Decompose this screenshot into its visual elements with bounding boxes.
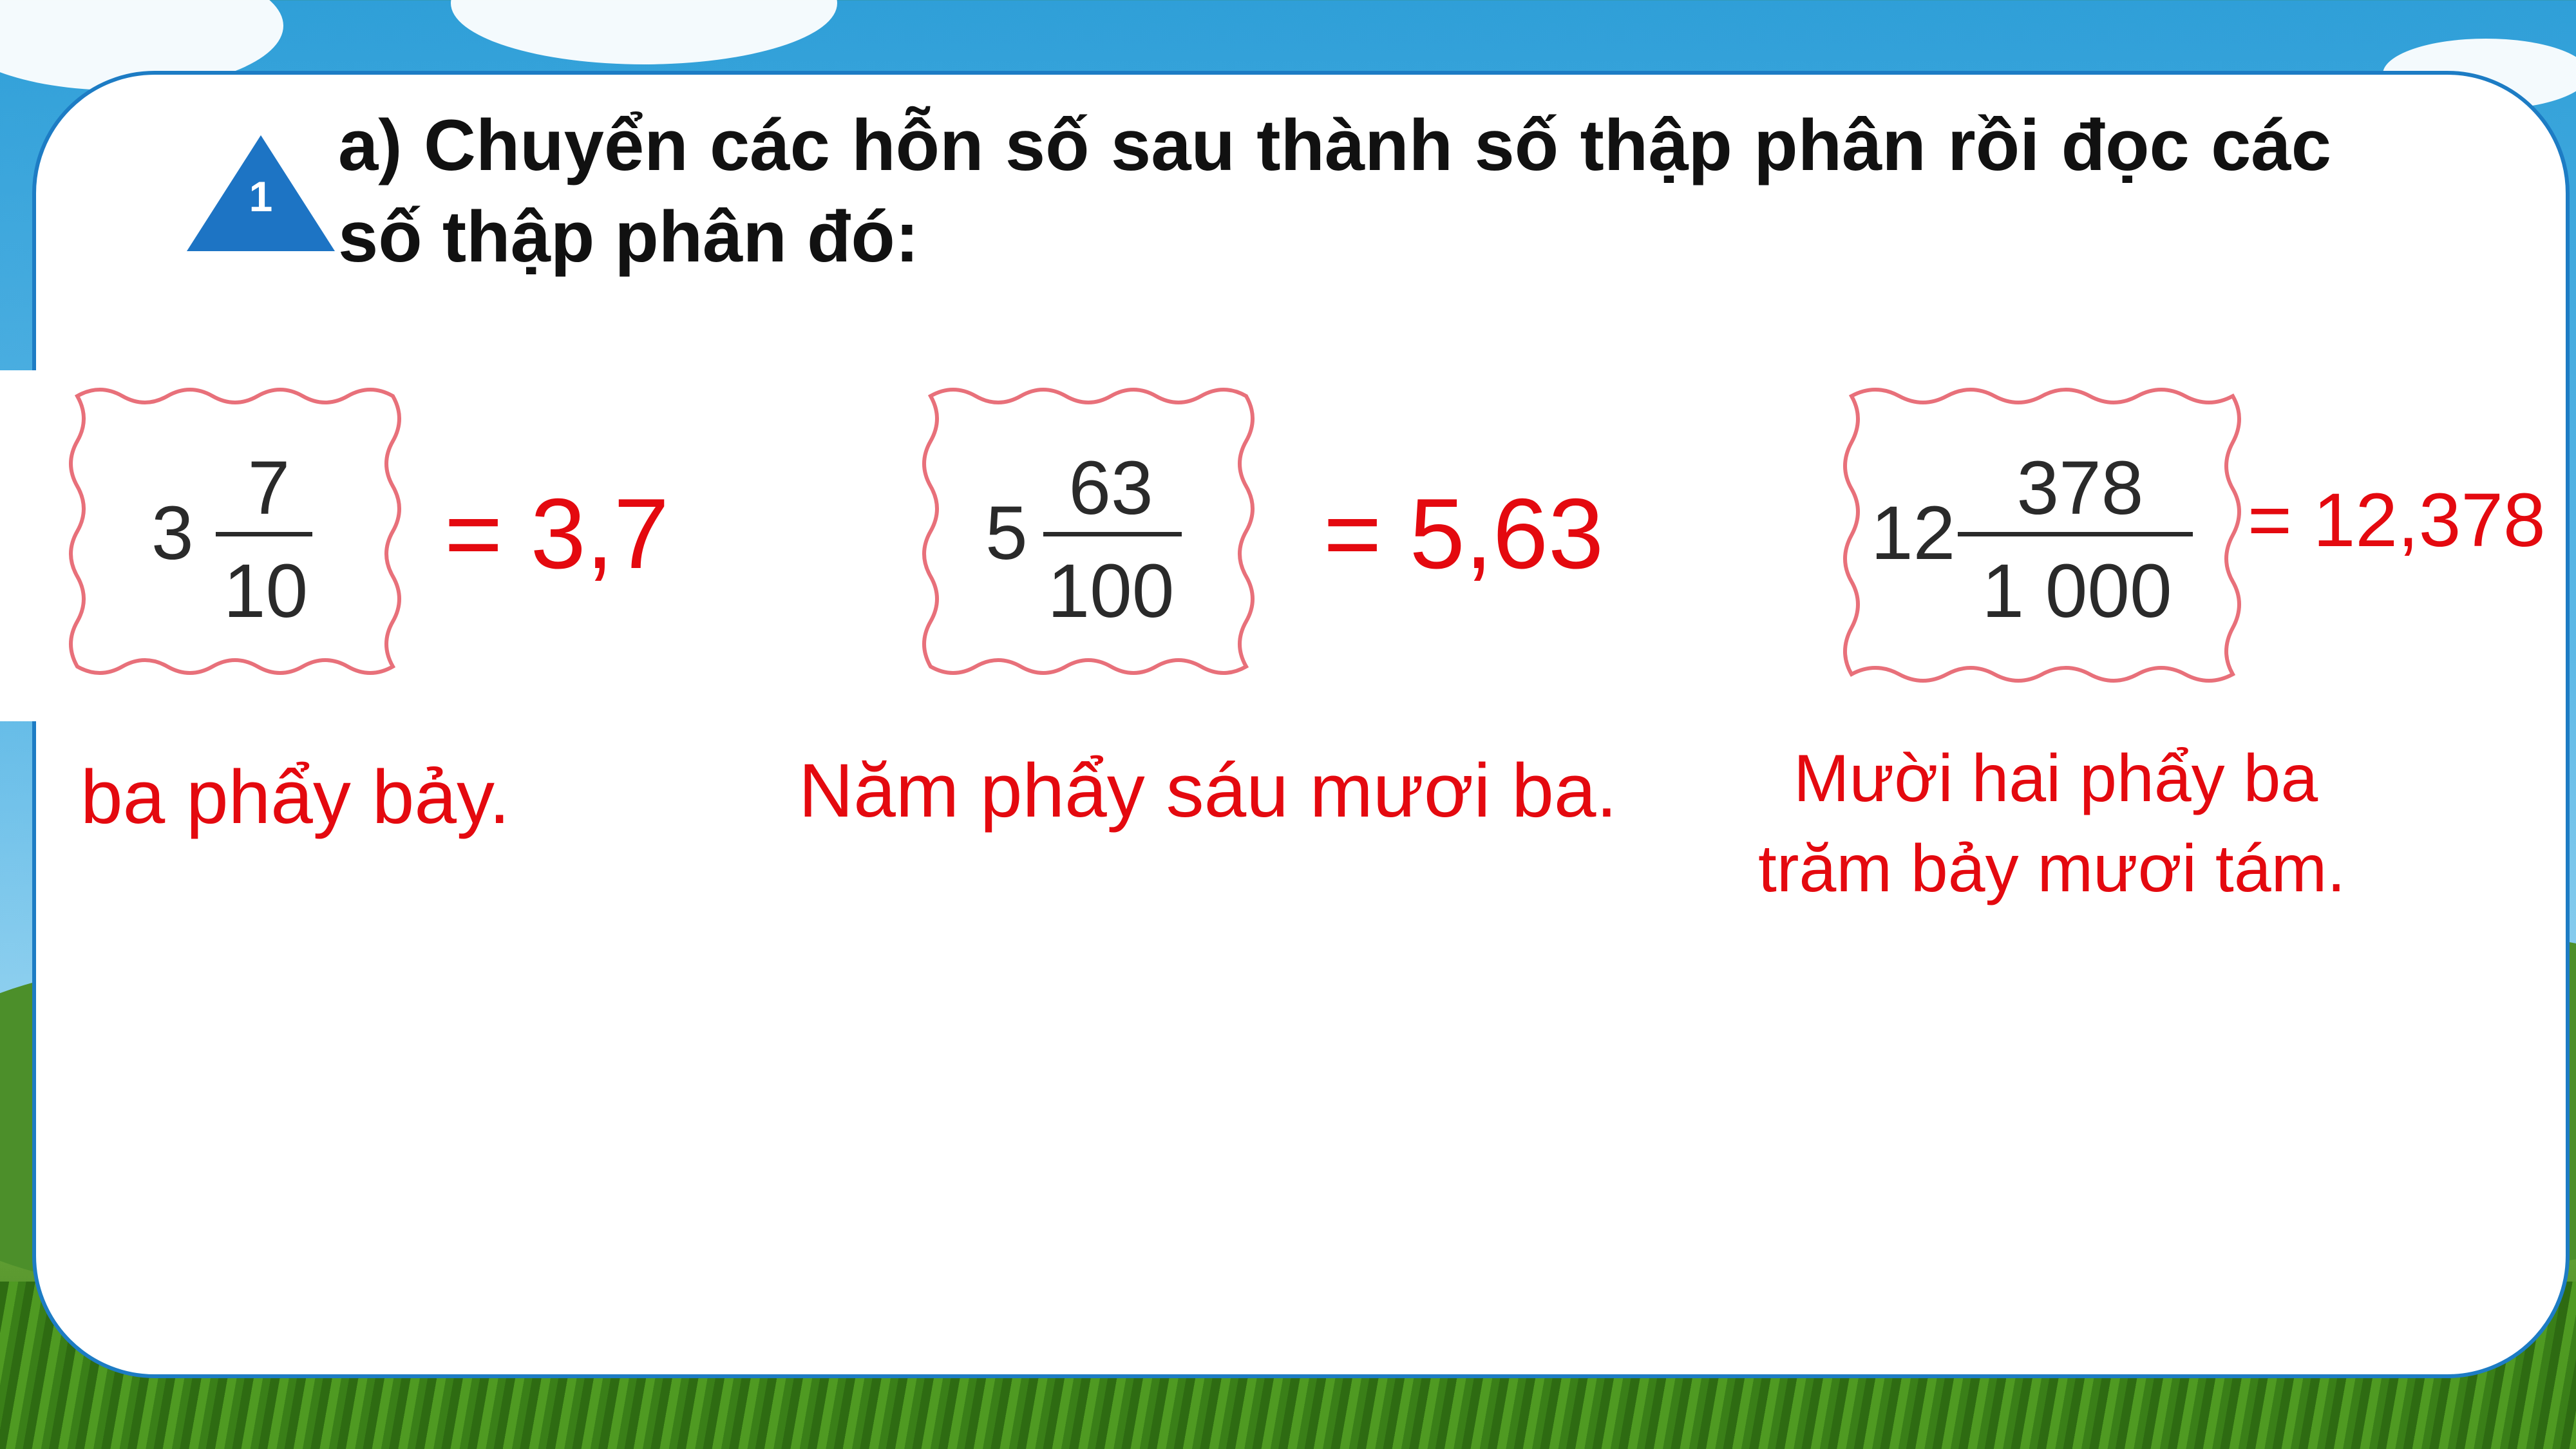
denominator: 10 <box>223 549 308 634</box>
exercise-heading: a) Chuyển các hỗn số sau thành số thập phân rồi đọc các số thập phân đó: <box>338 105 2331 277</box>
decimal-result: = 3,7 <box>444 478 670 589</box>
decimal-result: = 12,378 <box>2248 478 2546 563</box>
exercise-number: 1 <box>249 173 273 220</box>
cloud <box>451 0 837 64</box>
decimal-reading-line: trăm bảy mươi tám. <box>1758 831 2346 906</box>
fraction-bar <box>1043 532 1182 536</box>
numerator: 378 <box>2016 446 2144 531</box>
decimal-reading: Năm phẩy sáu mươi ba. <box>799 748 1618 833</box>
mixed-number <box>982 444 1240 638</box>
whole-part: 3 <box>151 491 194 576</box>
board-edge <box>0 370 39 721</box>
mixed-number <box>1868 444 2215 638</box>
decimal-reading: ba phẩy bảy. <box>80 755 510 840</box>
whole-part: 12 <box>1871 491 1956 576</box>
exercise-number-badge <box>187 135 335 251</box>
numerator: 7 <box>247 446 290 531</box>
whole-part: 5 <box>985 491 1028 576</box>
fraction-bar <box>216 532 312 536</box>
numerator: 63 <box>1068 446 1153 531</box>
denominator: 1 000 <box>1982 549 2172 634</box>
decimal-reading-line: Mười hai phẩy ba <box>1794 741 2318 816</box>
denominator: 100 <box>1047 549 1175 634</box>
decimal-result: = 5,63 <box>1323 478 1604 589</box>
fraction-bar <box>1958 532 2193 536</box>
mixed-number <box>148 444 341 638</box>
